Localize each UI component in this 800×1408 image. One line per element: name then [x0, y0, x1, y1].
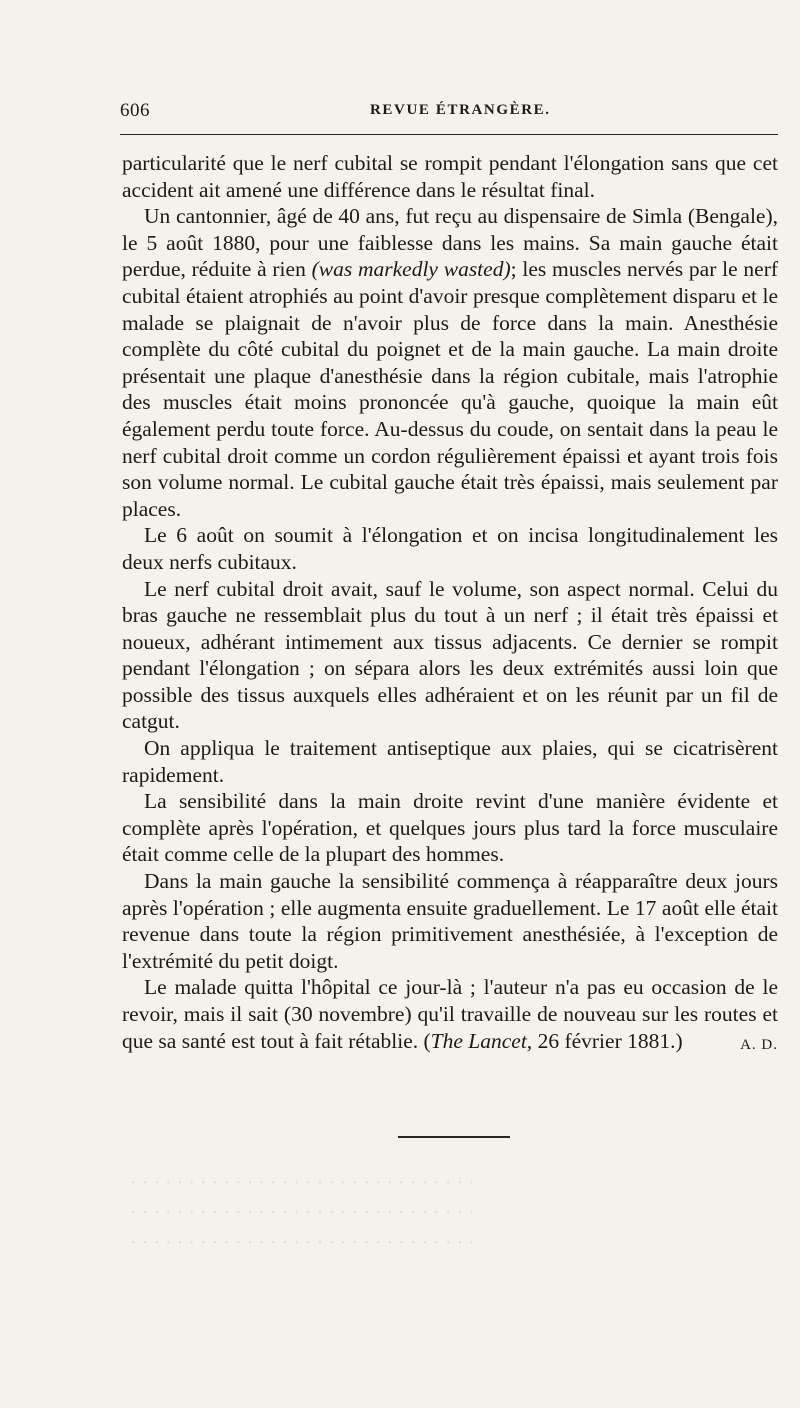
page-number: 606 — [120, 100, 150, 121]
paragraph-text: Le 6 août on soumit à l'élongation et on incisa longitudinalement les deux nerfs cubitaux. — [122, 523, 778, 574]
paragraph-text: particularité que le nerf cubital se rompit pendant l'élongation sans que cet accident ait amené une différence dans le résultat final. — [122, 151, 778, 202]
paragraph-text: Dans la main gauche la sensibilité commença à réapparaître deux jours après l'opération ; elle augmenta ensuite graduellement. Le 17 août elle était revenue dans toute la région primitivement anesthésiée, à l'exception de l'extrémité du petit doigt. — [122, 869, 778, 973]
paragraph-text: Un cantonnier, âgé de 40 ans, fut reçu au dispensaire de Simla (Bengale), le 5 août 1880, pour une faiblesse dans les mains. Sa main gauche était perdue, réduite à rien — [122, 204, 778, 282]
paragraph-6 — [122, 788, 778, 868]
paragraph-text: On appliqua le traitement antiseptique aux plaies, qui se cicatrisèrent rapidement. — [122, 736, 778, 787]
show-through-texture: · · · · · · · · · · · · · · · · · · · · · · · · · · · · · · — [130, 1202, 475, 1224]
paragraph-text-cont: ; les muscles nervés par le nerf cubital étaient atrophiés au point d'avoir presque complètement disparu et le malade se plaignait de n'avoir plus de force dans la main. Anesthésie complète du côté cubital du poignet et de la main gauche. La main droite présentait une plaque d'anesthésie dans la région cubitale, mais l'atrophie des muscles était moins prononcée qu'à gauche, quoique la main eût également perdu toute force. Au-dessus du coude, on sentait dans la peau — [122, 257, 779, 441]
paragraph-5 — [122, 735, 778, 788]
end-rule — [398, 1136, 510, 1138]
citation-open: ( — [423, 1028, 431, 1053]
paragraph-3 — [122, 522, 778, 575]
show-through-texture: · · · · · · · · · · · · · · · · · · · · · · · · · · · · · · — [130, 1172, 475, 1194]
paragraph-text: Le malade quitta l'hôpital ce jour-là ; l'auteur n'a pas eu occasion de le revoir, mais il sait (30 novembre) qu'il travaille de nouveau sur les routes et que sa santé est tout à fait rétablie. — [122, 975, 778, 1053]
author-initials: A. D. — [740, 1036, 778, 1053]
header-rule — [120, 134, 778, 135]
paragraph-text: Le nerf cubital droit avait, sauf le volume, son aspect normal. Celui du bras gauche ne ressemblait plus du tout à un nerf ; il était très épaissi et noueux, adhérant intimement aux tissus adjacents. Ce dernier se rompit pendant l'élongation ; on sépara alors les deux extrémités aussi loin que possible des tissus auxquels elles adhéraient et on les réunit par un fil de catgut. — [122, 576, 778, 734]
paragraph-text-cont-2: le nerf cubital droit comme un cordon régulièrement épaissi et ayant trois fois son volume normal. Le cubital gauche était très épaissi, mais seulement par places. — [122, 416, 779, 521]
paragraph-7 — [122, 868, 778, 974]
paragraph-2 — [122, 203, 778, 522]
running-head: REVUE ÉTRANGÈRE. — [370, 102, 551, 118]
english-quote: (was markedly wasted) — [311, 257, 511, 282]
show-through-texture: · · · · · · · · · · · · · · · · · · · · · · · · · · · · · · — [130, 1232, 475, 1254]
page-header — [120, 100, 780, 128]
paragraph-1 — [122, 150, 778, 203]
paragraph-4 — [122, 576, 778, 736]
paragraph-text: La sensibilité dans la main droite revint d'une manière évidente et complète après l'opération, et quelques jours plus tard la force musculaire était comme celle de la plupart des hommes. — [122, 789, 778, 867]
citation-date: 26 février 1881.) — [537, 1028, 683, 1053]
journal-name: The Lancet, — [430, 1028, 533, 1053]
article-body — [122, 150, 778, 1058]
paragraph-8 — [122, 974, 778, 1054]
